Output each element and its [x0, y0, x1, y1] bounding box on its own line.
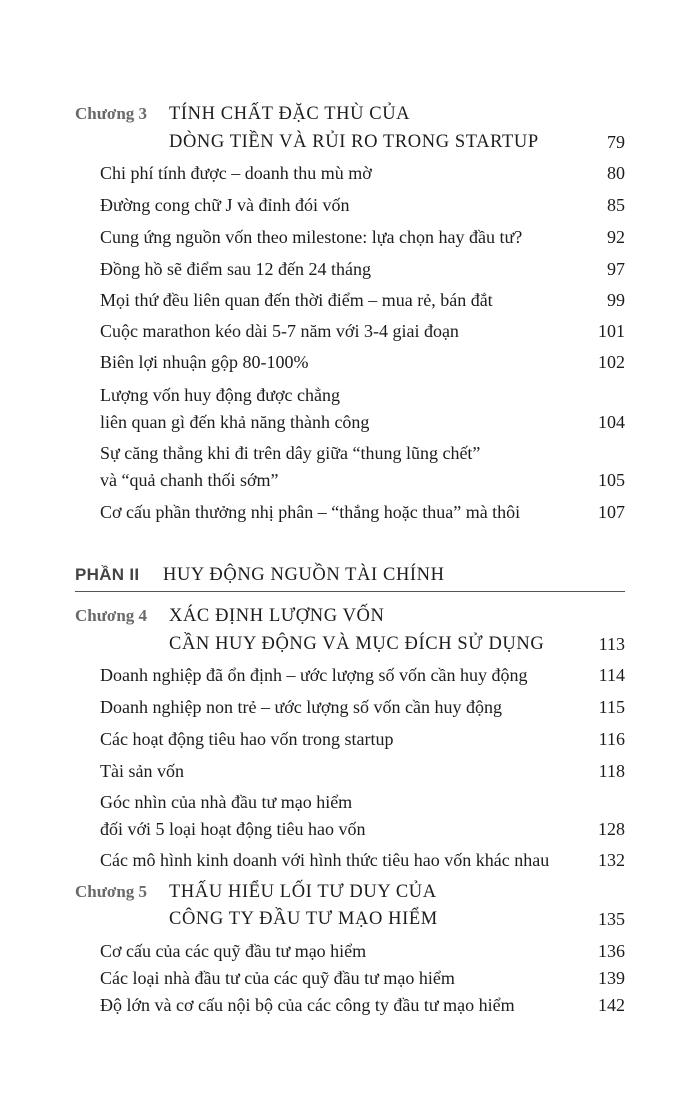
- chapter-title-line2: CÔNG TY ĐẦU TƯ MẠO HIỂM: [169, 909, 438, 929]
- part-divider: [75, 591, 625, 592]
- chapter-page-number: 113: [598, 634, 625, 654]
- chapter-title-line1: TÍNH CHẤT ĐẶC THÙ CỦA: [169, 104, 411, 124]
- toc-entry: Các mô hình kinh doanh với hình thức tiêu hao vốn khác nhau: [100, 850, 550, 870]
- part-label: PHẦN II: [75, 565, 140, 584]
- toc-entry: Đồng hồ sẽ điểm sau 12 đến 24 tháng: [100, 259, 371, 279]
- toc-page-number: 132: [598, 850, 625, 870]
- toc-page-number: 114: [598, 665, 625, 685]
- toc-entry-line2: và “quả chanh thối sớm”: [100, 470, 279, 490]
- chapter-title-line2: CẦN HUY ĐỘNG VÀ MỤC ĐÍCH SỬ DỤNG: [169, 634, 545, 654]
- toc-entry: Cung ứng nguồn vốn theo milestone: lựa chọn hay đầu tư?: [100, 227, 523, 247]
- toc-page-number: 102: [598, 352, 625, 372]
- toc-entry: Cuộc marathon kéo dài 5-7 năm với 3-4 giai đoạn: [100, 321, 459, 341]
- toc-page-number: 136: [598, 941, 625, 961]
- toc-entry: Các hoạt động tiêu hao vốn trong startup: [100, 729, 394, 749]
- chapter-label: Chương 5: [75, 882, 148, 901]
- toc-entry: Tài sản vốn: [100, 761, 184, 781]
- toc-page-number: 142: [598, 995, 625, 1015]
- toc-entry-line1: Sự căng thẳng khi đi trên dây giữa “thung lũng chết”: [100, 443, 481, 463]
- toc-page-number: 80: [607, 163, 625, 183]
- toc-page-number: 115: [598, 697, 625, 717]
- toc-entry: Mọi thứ đều liên quan đến thời điểm – mua rẻ, bán đắt: [100, 290, 493, 310]
- toc-entry: Độ lớn và cơ cấu nội bộ của các công ty đầu tư mạo hiểm: [100, 995, 515, 1015]
- toc-page-number: 99: [607, 290, 625, 310]
- toc-page-number: 118: [598, 761, 625, 781]
- chapter-label: Chương 4: [75, 606, 148, 625]
- toc-page-number: 101: [598, 321, 625, 341]
- toc-entry: Các loại nhà đầu tư của các quỹ đầu tư mạo hiểm: [100, 968, 455, 988]
- toc-entry-line2: liên quan gì đến khả năng thành công: [100, 412, 370, 432]
- toc-page-number: 97: [607, 259, 625, 279]
- toc-entry-line2: đối với 5 loại hoạt động tiêu hao vốn: [100, 819, 366, 839]
- chapter-title-line2: DÒNG TIỀN VÀ RỦI RO TRONG STARTUP: [169, 132, 539, 152]
- toc-entry: Cơ cấu của các quỹ đầu tư mạo hiểm: [100, 941, 367, 961]
- toc-entry: Doanh nghiệp đã ổn định – ước lượng số vốn cần huy động: [100, 665, 528, 685]
- toc-page-number: 139: [598, 968, 625, 988]
- toc-page-number: 85: [607, 195, 625, 215]
- chapter-title-line1: XÁC ĐỊNH LƯỢNG VỐN: [169, 606, 385, 626]
- toc-page-number: 92: [607, 227, 625, 247]
- toc-page-number: 128: [598, 819, 625, 839]
- toc-page-number: 104: [598, 412, 625, 432]
- toc-entry: Cơ cấu phần thưởng nhị phân – “thắng hoặc thua” mà thôi: [100, 502, 521, 522]
- toc-page-number: 105: [598, 470, 625, 490]
- toc-entry: Đường cong chữ J và đỉnh đói vốn: [100, 195, 350, 215]
- toc-entry-line1: Góc nhìn của nhà đầu tư mạo hiểm: [100, 792, 353, 812]
- chapter-page-number: 135: [598, 909, 625, 929]
- chapter-page-number: 79: [607, 132, 625, 152]
- toc-entry-line1: Lượng vốn huy động được chẳng: [100, 385, 341, 405]
- toc-entry: Chi phí tính được – doanh thu mù mờ: [100, 163, 372, 183]
- toc-entry: Biên lợi nhuận gộp 80-100%: [100, 352, 309, 372]
- chapter-label: Chương 3: [75, 104, 148, 123]
- toc-page-number: 107: [598, 502, 625, 522]
- part-title: HUY ĐỘNG NGUỒN TÀI CHÍNH: [163, 565, 445, 585]
- toc-page-number: 116: [598, 729, 625, 749]
- chapter-title-line1: THẤU HIỂU LỐI TƯ DUY CỦA: [169, 882, 437, 902]
- toc-entry: Doanh nghiệp non trẻ – ước lượng số vốn cần huy động: [100, 697, 502, 717]
